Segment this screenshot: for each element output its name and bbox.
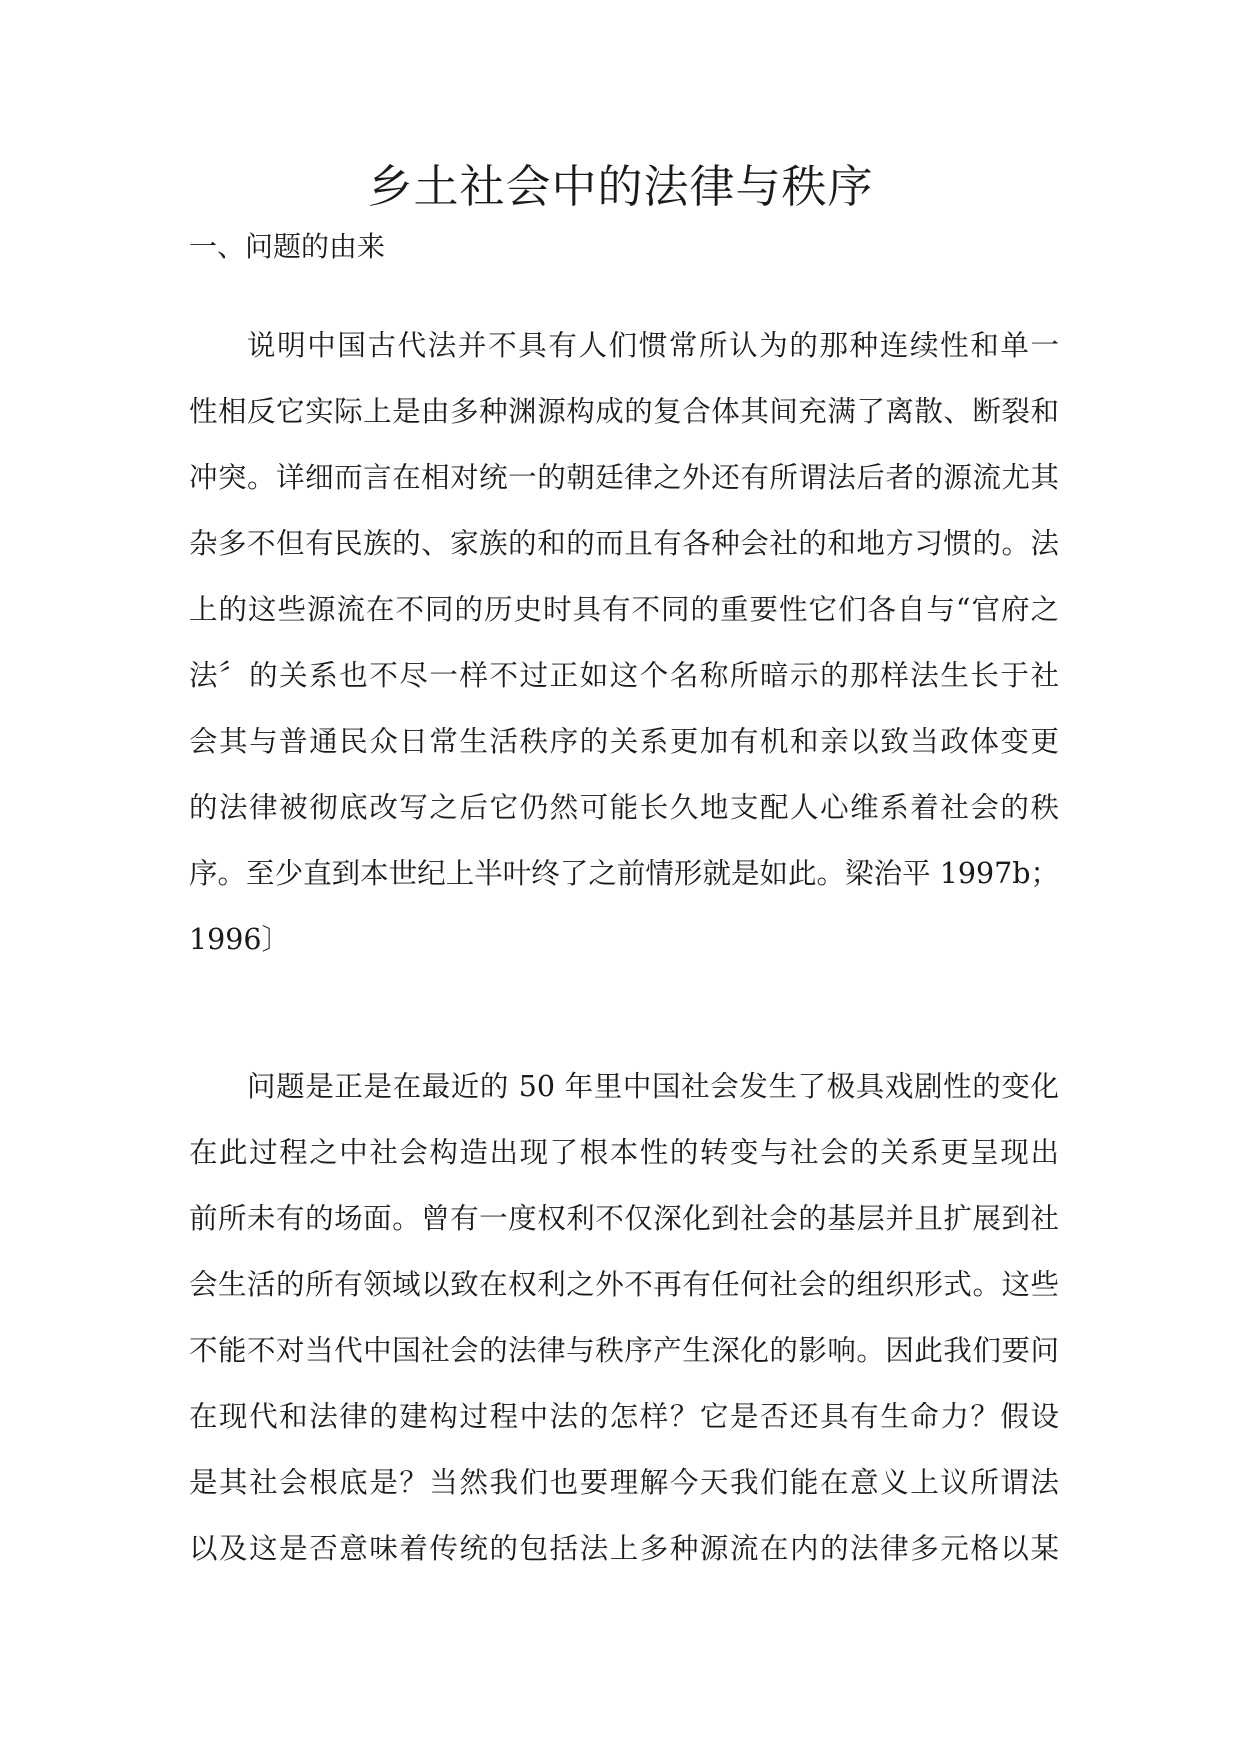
paragraph-line: 法〞的关系也不尽一样不过正如这个名称所暗示的那样法生长于社 bbox=[189, 659, 1059, 692]
paragraph-line: 在现代和法律的建构过程中法的怎样？它是否还具有生命力？假设 bbox=[189, 1400, 1059, 1433]
paragraph-line: 冲突。详细而言在相对统一的朝廷律之外还有所谓法后者的源流尤其 bbox=[189, 461, 1059, 494]
paragraph-line: 问题是正是在最近的 50 年里中国社会发生了极具戏剧性的变化 bbox=[247, 1070, 1059, 1103]
paragraph bbox=[189, 1054, 1059, 1582]
paragraph-line: 是其社会根底是？当然我们也要理解今天我们能在意义上议所谓法 bbox=[189, 1466, 1059, 1499]
document-title: 乡土社会中的法律与秩序 bbox=[367, 160, 874, 213]
paragraph-line: 上的这些源流在不同的历史时具有不同的重要性它们各自与“官府之 bbox=[189, 593, 1059, 626]
paragraph-line: 序。至少直到本世纪上半叶终了之前情形就是如此。梁治平 1997b； bbox=[189, 857, 1059, 890]
paragraph-line: 杂多不但有民族的、家族的和的而且有各种会社的和地方习惯的。法 bbox=[189, 527, 1059, 560]
paragraph bbox=[189, 313, 1059, 973]
paragraph-line: 以及这是否意味着传统的包括法上多种源流在内的法律多元格以某 bbox=[189, 1532, 1059, 1565]
section-heading: 一、问题的由来 bbox=[189, 230, 386, 263]
paragraph-line: 说明中国古代法并不具有人们惯常所认为的那种连续性和单一 bbox=[247, 329, 1059, 362]
paragraph-line: 1996〕 bbox=[189, 923, 291, 956]
paragraph-line: 前所未有的场面。曾有一度权利不仅深化到社会的基层并且扩展到社 bbox=[189, 1202, 1059, 1235]
paragraph-line: 的法律被彻底改写之后它仍然可能长久地支配人心维系着社会的秩 bbox=[189, 791, 1059, 824]
paragraph-line: 会生活的所有领域以致在权利之外不再有任何社会的组织形式。这些 bbox=[189, 1268, 1059, 1301]
paragraph-line: 会其与普通民众日常生活秩序的关系更加有机和亲以致当政体变更 bbox=[189, 725, 1059, 758]
paragraph-line: 在此过程之中社会构造出现了根本性的转变与社会的关系更呈现出 bbox=[189, 1136, 1059, 1169]
paragraph-line: 性相反它实际上是由多种渊源构成的复合体其间充满了离散、断裂和 bbox=[189, 395, 1059, 428]
paragraph-line: 不能不对当代中国社会的法律与秩序产生深化的影响。因此我们要问 bbox=[189, 1334, 1059, 1367]
